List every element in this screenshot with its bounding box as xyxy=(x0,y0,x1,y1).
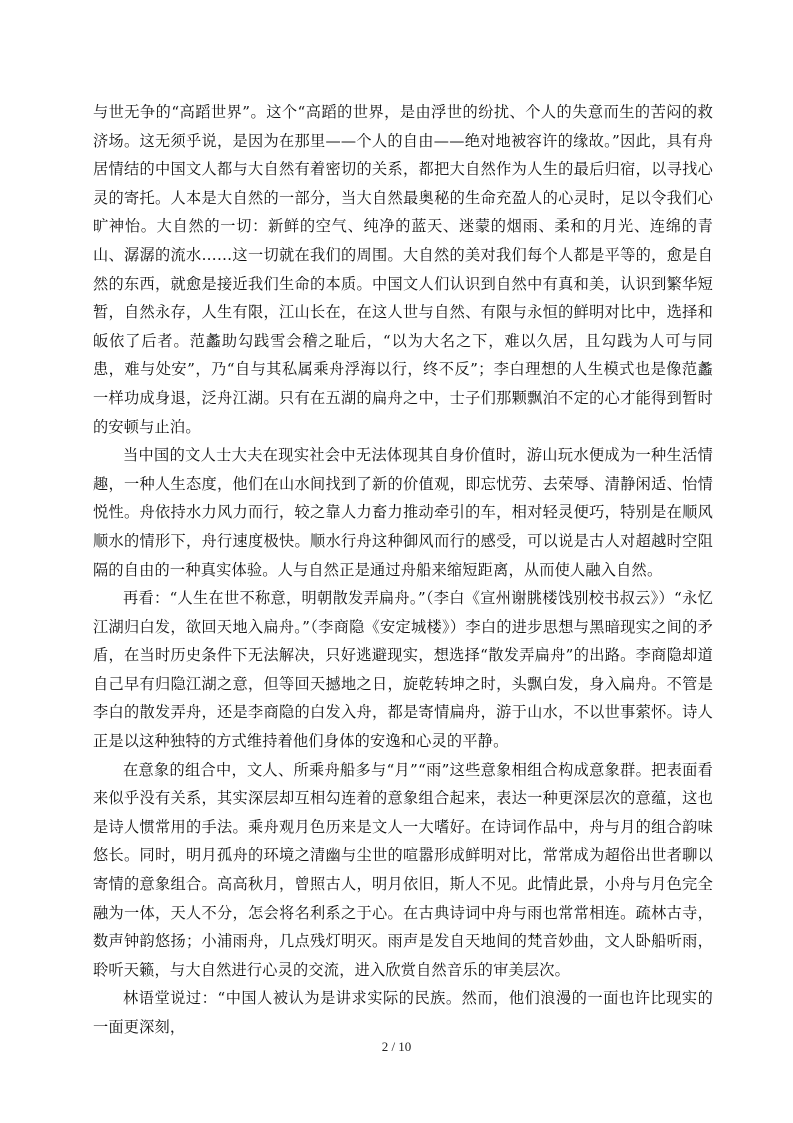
paragraph-1: 与世无争的“高蹈世界”。这个“高蹈的世界，是由浮世的纷扰、个人的失意而生的苦闷的救济场。这无须乎说，是因为在那里——个人的自由——绝对地被容许的缘故。”因此，具有舟居情结的中国文人都与大自然有着密切的关系，都把大自然作为人生的最后归宿，以寻找心灵的寄托。人本是大自然的一部分，当大自然最奥秘的生命充盈人的心灵时，足以令我们心旷神怡。大自然的一切：新鲜的空气、纯净的蓝天、迷蒙的烟雨、柔和的月光、连绵的青山、潺潺的流水……这一切就在我们的周围。大自然的美对我们每个人都是平等的，愈是自然的东西，就愈是接近我们生命的本质。中国文人们认识到自然中有真和美，认识到繁华短暂，自然永存，人生有限，江山长在，在这人世与自然、有限与永恒的鲜明对比中，选择和皈依了后者。范蠡助勾践雪会稽之耻后，“以为大名之下，难以久居，且勾践为人可与同患，难与处安”，乃“自与其私属乘舟浮海以行，终不反”；李白理想的人生模式也是像范蠡一样功成身退，泛舟江湖。只有在五湖的扁舟之中，士子们那颗飘泊不定的心才能得到暂时的安顿与止泊。 xyxy=(93,103,713,436)
paragraph-3: 再看：“人生在世不称意，明朝散发弄扁舟。”（李白《宣州谢朓楼饯别校书叔云》）“永忆江湖归白发，欲回天地入扁舟。”（李商隐《安定城楼》）李白的进步思想与黑暗现实之间的矛盾，在当时历史条件下无法解决，只好逃避现实，想选择“散发弄扁舟”的出路。李商隐却道自己早有归隐江湖之意，但等回天撼地之日，旋乾转坤之时，头飘白发，身入扁舟。不管是李白的散发弄舟，还是李商隐的白发入舟，都是寄情扁舟，游于山水，不以世事萦怀。诗人正是以这种独特的方式维持着他们身体的安逸和心灵的平静。 xyxy=(93,589,713,751)
paragraph-4: 在意象的组合中，文人、所乘舟船多与“月”“雨”这些意象相组合构成意象群。把表面看来似乎没有关系，其实深层却互相勾连着的意象组合起来，表达一种更深层次的意蕴，这也是诗人惯常用的手法。乘舟观月色历来是文人一大嗜好。在诗词作品中，舟与月的组合韵味悠长。同时，明月孤舟的环境之清幽与尘世的喧嚣形成鲜明对比，常常成为超俗出世者聊以寄情的意象组合。高高秋月，曾照古人，明月依旧，斯人不见。此情此景，小舟与月色完全融为一体，天人不分，怎会将名利系之于心。在古典诗词中舟与雨也常常相连。疏林古寺，数声钟韵悠扬；小浦雨舟，几点残灯明灭。雨声是发自天地间的梵音妙曲，文人卧船听雨，聆听天籁，与大自然进行心灵的交流，进入欣赏自然音乐的审美层次。 xyxy=(93,760,713,979)
document-body xyxy=(93,98,713,1042)
paragraph-2: 当中国的文人士大夫在现实社会中无法体现其自身价值时，游山玩水便成为一种生活情趣，一种人生态度，他们在山水间找到了新的价值观，即忘忧劳、去荣辱、清静闲适、怡情悦性。舟依持水力风力而行，较之靠人力畜力推动牵引的车，相对轻灵便巧，特别是在顺风顺水的情形下，舟行速度极快。顺水行舟这种御风而行的感受，可以说是古人对超越时空阻隔的自由的一种真实体验。人与自然正是通过舟船来缩短距离，从而使人融入自然。 xyxy=(93,446,713,579)
page-number: 2 / 10 xyxy=(381,1039,412,1054)
paragraph-5: 林语堂说过：“中国人被认为是讲求实际的民族。然而，他们浪漫的一面也许比现实的一面更深刻， xyxy=(93,989,713,1036)
